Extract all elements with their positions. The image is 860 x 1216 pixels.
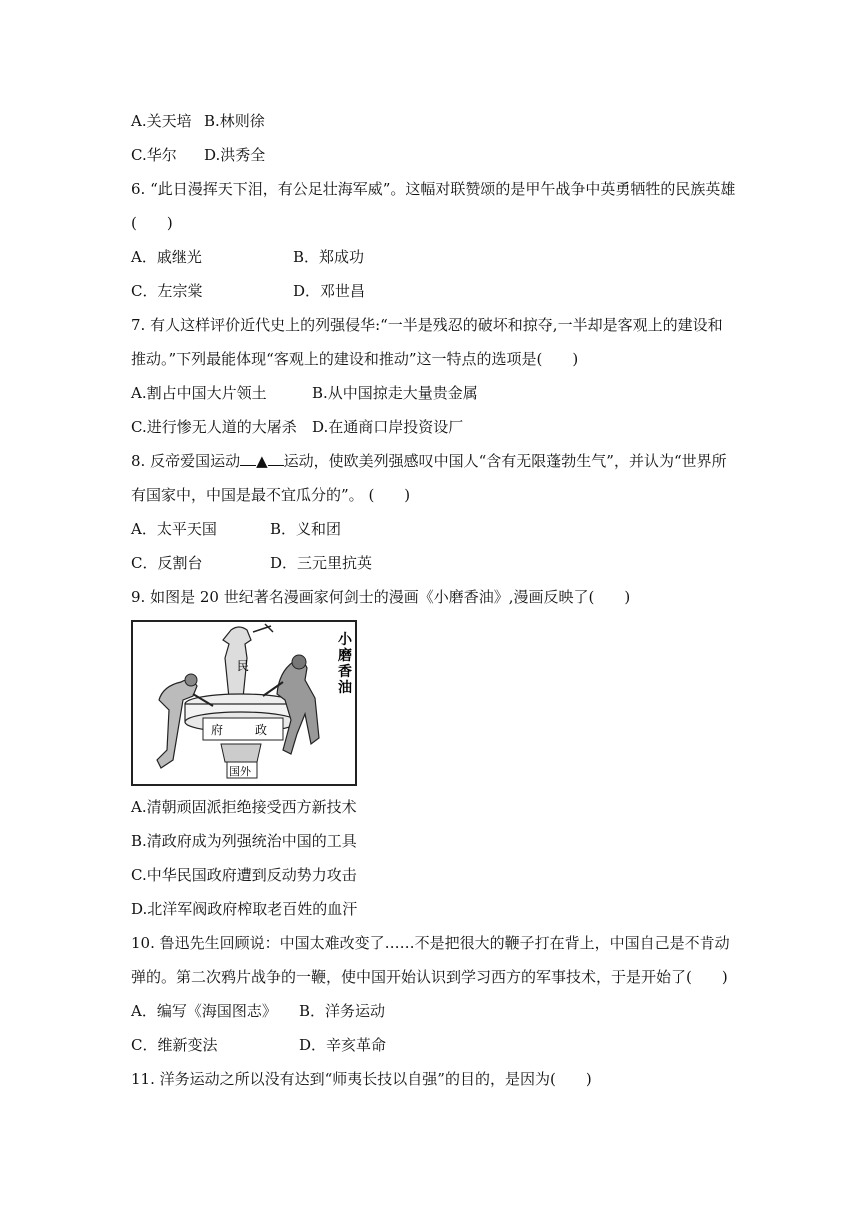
q8-option-d: D．三元里抗英 <box>270 554 373 572</box>
q11-stem: 11. 洋务运动之所以没有达到“师夷长技以自强”的目的，是因为( ) <box>131 1070 592 1088</box>
q9-option-d: D.北洋军阀政府榨取老百姓的血汗 <box>131 900 358 918</box>
q10-option-b: B．洋务运动 <box>299 1002 386 1020</box>
q6-stem-line1: 6. “此日漫挥天下泪，有公足壮海军威”。这幅对联赞颂的是甲午战争中英勇牺牲的民族英雄 <box>131 180 736 198</box>
answer-blank-right <box>268 451 284 466</box>
q9-option-c: C.中华民国政府遭到反动势力攻击 <box>131 866 357 884</box>
triangle-mark: ▲ <box>256 452 268 470</box>
cartoon-image <box>131 620 357 786</box>
q8-stem-suffix: 运动，使欧美列强感叹中国人“含有无限蓬勃生气”，并认为“世界所 <box>283 452 727 470</box>
cartoon-title-char-4: 油 <box>338 680 352 696</box>
cartoon-title-char-3: 香 <box>338 664 352 680</box>
q6-option-b: B．郑成功 <box>293 248 365 266</box>
q10-stem-line1: 10. 鲁迅先生回顾说：中国太难改变了……不是把很大的鞭子打在背上，中国自己是不肯动 <box>131 934 730 952</box>
cartoon-label-guowai: 国外 <box>229 765 251 778</box>
q5-option-a: A.关天培 <box>131 112 192 130</box>
q6-option-a: A．戚继光 <box>131 248 202 266</box>
q5-option-b: B.林则徐 <box>204 112 265 130</box>
q6-option-d: D．邓世昌 <box>293 282 366 300</box>
q8-option-a: A．太平天国 <box>131 520 217 538</box>
q8-stem-prefix: 8. 反帝爱国运动 <box>131 452 241 470</box>
cartoon-title-char-2: 磨 <box>338 648 352 664</box>
answer-blank-left <box>240 451 256 466</box>
q7-option-d: D.在通商口岸投资设厂 <box>312 418 464 436</box>
cartoon-label-fu: 府 <box>211 723 224 737</box>
q7-option-a: A.割占中国大片领土 <box>131 384 267 402</box>
q7-option-b: B.从中国掠走大量贵金属 <box>312 384 478 402</box>
q9-option-b: B.清政府成为列强统治中国的工具 <box>131 832 357 850</box>
cartoon-title-char-1: 小 <box>338 632 352 648</box>
q7-option-c: C.进行惨无人道的大屠杀 <box>131 418 297 436</box>
q8-option-b: B．义和团 <box>270 520 342 538</box>
q10-option-d: D．辛亥革命 <box>299 1036 387 1054</box>
q10-option-c: C．维新变法 <box>131 1036 218 1054</box>
cartoon-label-zheng: 政 <box>255 723 268 737</box>
cartoon-drawing <box>133 622 355 784</box>
q10-stem-line2: 弹的。第二次鸦片战争的一鞭，使中国开始认识到学习西方的军事技术，于是开始了( ) <box>131 968 728 986</box>
q8-stem-line2: 有国家中，中国是最不宜瓜分的”。 ( ) <box>131 486 411 504</box>
q7-stem-line1: 7. 有人这样评价近代史上的列强侵华:“一半是残忍的破坏和掠夺,一半却是客观上的建设和 <box>131 316 723 334</box>
q8-stem-line1 <box>131 451 727 471</box>
q10-option-a: A．编写《海国图志》 <box>131 1002 277 1020</box>
q6-stem-line2: ( ) <box>131 214 173 232</box>
q6-option-c: C．左宗棠 <box>131 282 203 300</box>
q5-option-c: C.华尔 <box>131 146 177 164</box>
q9-option-a: A.清朝顽固派拒绝接受西方新技术 <box>131 798 357 816</box>
q9-stem: 9. 如图是 20 世纪著名漫画家何剑士的漫画《小磨香油》,漫画反映了( ) <box>131 588 631 606</box>
cartoon-label-min: 民 <box>237 659 250 673</box>
q7-stem-line2: 推动。”下列最能体现“客观上的建设和推动”这一特点的选项是( ) <box>131 350 579 368</box>
q8-option-c: C．反割台 <box>131 554 203 572</box>
q5-option-d: D.洪秀全 <box>204 146 266 164</box>
